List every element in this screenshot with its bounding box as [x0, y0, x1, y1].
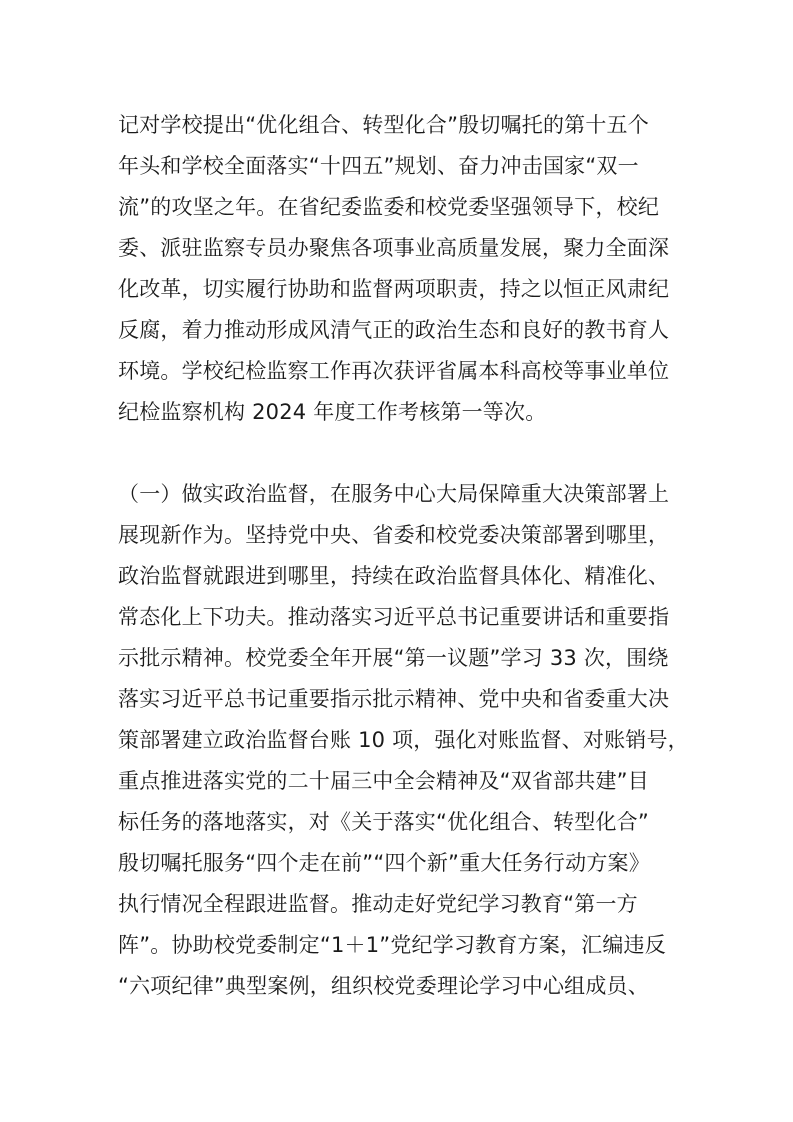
paragraph-2-line-10: 殷切嘱托服务“四个走在前”“四个新”重大任务行动方案》 — [118, 851, 650, 875]
paragraph-2-line-13: “六项纪律”典型案例，组织校党委理论学习中心组成员、 — [118, 974, 649, 998]
paragraph-2-line-6: 落实习近平总书记重要指示批示精神、党中央和省委重大决 — [118, 687, 670, 711]
paragraph-1-line-2: 年头和学校全面落实“十四五”规划、奋力冲击国家“双一 — [118, 154, 639, 178]
paragraph-1-line-8: 纪检监察机构 2024 年度工作考核第一等次。 — [118, 400, 547, 424]
paragraph-1-line-1: 记对学校提出“优化组合、转型化合”殷切嘱托的第十五个 — [118, 113, 649, 137]
paragraph-2-line-11: 执行情况全程跟进监督。推动走好党纪学习教育“第一方 — [118, 892, 638, 916]
paragraph-2-line-8: 重点推进落实党的二十届三中全会精神及“双省部共建”目 — [118, 769, 649, 793]
paragraph-2-line-4: 常态化上下功夫。推动落实习近平总书记重要讲话和重要指 — [118, 605, 670, 629]
paragraph-1-line-3: 流”的攻坚之年。在省纪委监委和校党委坚强领导下，校纪 — [118, 195, 660, 219]
paragraph-1-line-6: 反腐，着力推动形成风清气正的政治生态和良好的教书育人 — [118, 318, 670, 342]
paragraph-1-line-7: 环境。学校纪检监察工作再次获评省属本科高校等事业单位 — [118, 359, 670, 383]
paragraph-2-line-1: （一）做实政治监督，在服务中心大局保障重大决策部署上 — [118, 482, 670, 506]
paragraph-2-line-2: 展现新作为。坚持党中央、省委和校党委决策部署到哪里， — [118, 523, 670, 547]
paragraph-2-line-12: 阵”。协助校党委制定“1＋1”党纪学习教育方案，汇编违反 — [118, 933, 666, 957]
paragraph-1-line-5: 化改革，切实履行协助和监督两项职责，持之以恒正风肃纪 — [118, 277, 670, 301]
paragraph-2-line-5: 示批示精神。校党委全年开展“第一议题”学习 33 次，围绕 — [118, 646, 669, 670]
paragraph-1-line-4: 委、派驻监察专员办聚焦各项事业高质量发展，聚力全面深 — [118, 236, 670, 260]
paragraph-2-line-7: 策部署建立政治监督台账 10 项，强化对账监督、对账销号， — [118, 728, 689, 752]
paragraph-2-line-9: 标任务的落地落实，对《关于落实“优化组合、转型化合” — [118, 810, 649, 834]
paragraph-2-line-3: 政治监督就跟进到哪里，持续在政治监督具体化、精准化、 — [118, 564, 670, 588]
